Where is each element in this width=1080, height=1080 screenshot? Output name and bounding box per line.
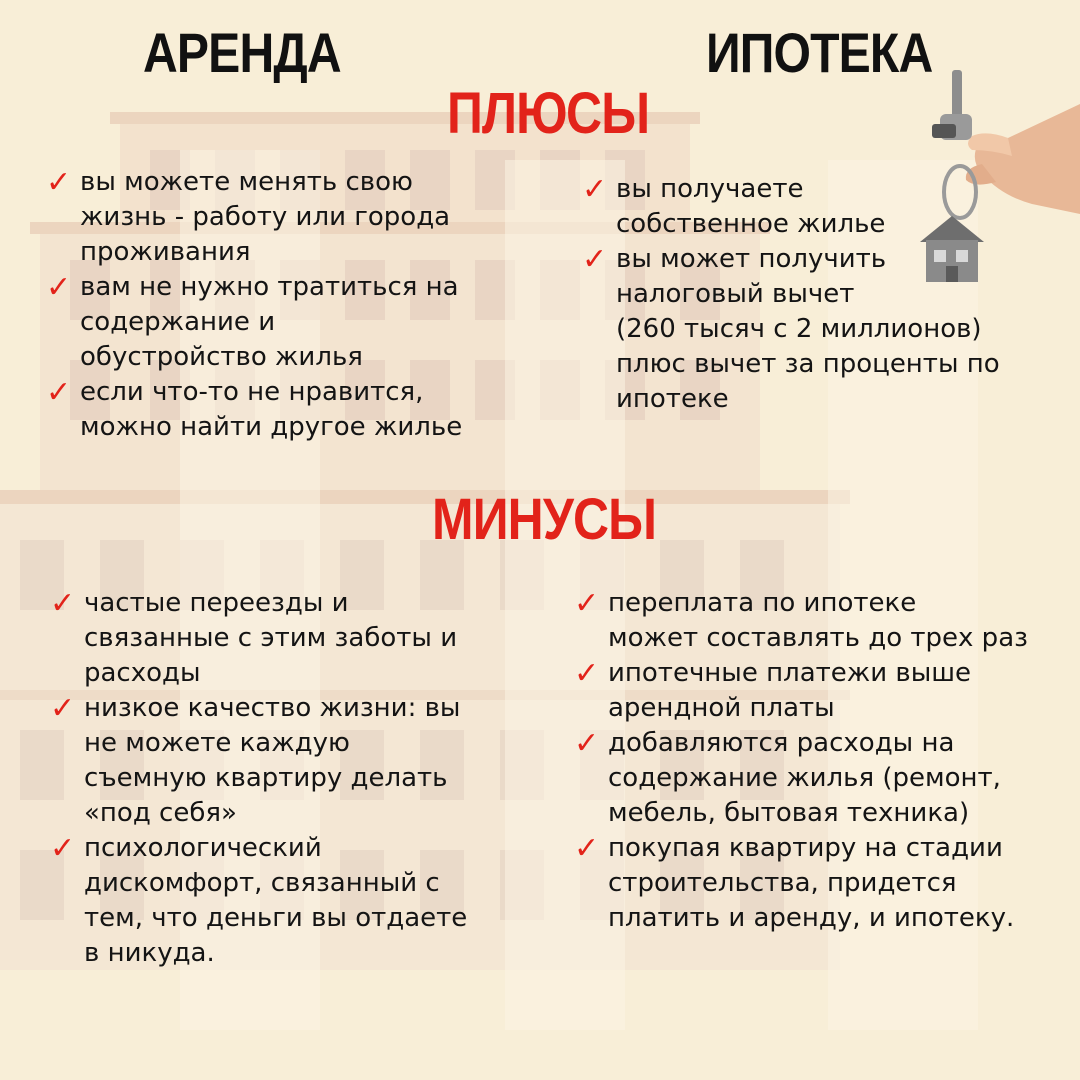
list-item: ✓ низкое качество жизни: вы не можете каждую съемную квартиру делать «под себя» xyxy=(50,691,461,828)
mortgage-column-title: ИПОТЕКА xyxy=(706,21,933,84)
list-item: ✓ вы получаете собственное жилье xyxy=(582,172,886,239)
list-item: ✓ переплата по ипотеке может составлять до трех раз xyxy=(574,586,1028,653)
pros-title: ПЛЮСЫ xyxy=(447,81,650,146)
check-mark-icon: ✓ xyxy=(50,586,76,621)
list-item: ✓ добавляются расходы на содержание жилья (ремонт, мебель, бытовая техника) xyxy=(574,726,1001,828)
rent-pros-list xyxy=(46,165,516,445)
check-mark-icon: ✓ xyxy=(574,656,600,691)
cons-title: МИНУСЫ xyxy=(432,487,657,552)
list-item: ✓ ипотечные платежи выше арендной платы xyxy=(574,656,972,723)
list-item: ✓ психологический дискомфорт, связанный с тем, что деньги вы отдаете в никуда. xyxy=(50,831,468,968)
list-item: ✓ вы может получить налоговый вычет (260 тысяч с 2 миллионов) плюс вычет за проценты по ипотеке xyxy=(582,242,1000,414)
check-mark-icon: ✓ xyxy=(574,586,600,621)
list-item: ✓ если что-то не нравится, можно найти другое жилье xyxy=(46,375,463,442)
check-mark-icon: ✓ xyxy=(50,831,76,866)
check-mark-icon: ✓ xyxy=(46,375,72,410)
check-mark-icon: ✓ xyxy=(50,691,76,726)
rent-cons-list xyxy=(50,586,520,971)
list-item: ✓ вам не нужно тратиться на содержание и обустройство жилья xyxy=(46,270,459,372)
check-mark-icon: ✓ xyxy=(574,726,600,761)
list-item: ✓ покупая квартиру на стадии строительства, придется платить и аренду, и ипотеку. xyxy=(574,831,1015,933)
list-item: ✓ вы можете менять свою жизнь - работу или города проживания xyxy=(46,165,451,267)
mortgage-pros-list xyxy=(582,172,1052,417)
check-mark-icon: ✓ xyxy=(46,270,72,305)
rent-column-title: АРЕНДА xyxy=(143,21,341,84)
mortgage-cons-list xyxy=(574,586,1074,936)
check-mark-icon: ✓ xyxy=(582,242,608,277)
check-mark-icon: ✓ xyxy=(574,831,600,866)
check-mark-icon: ✓ xyxy=(582,172,608,207)
list-item: ✓ частые переезды и связанные с этим заботы и расходы xyxy=(50,586,458,688)
check-mark-icon: ✓ xyxy=(46,165,72,200)
